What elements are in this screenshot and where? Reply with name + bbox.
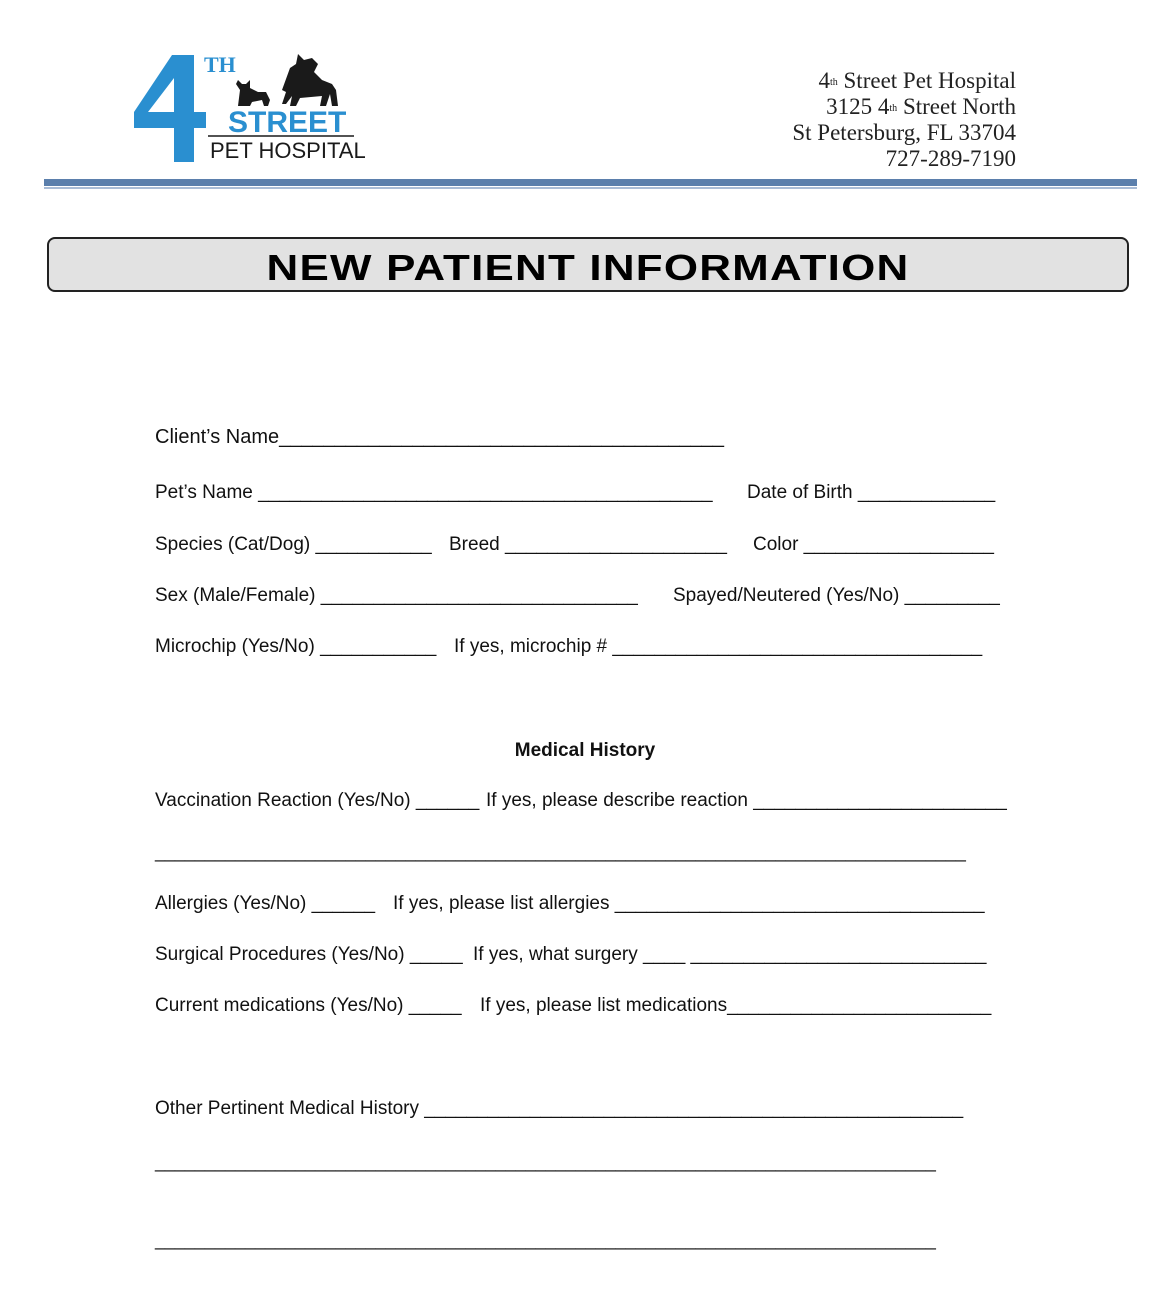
cat-silhouette [236,80,270,106]
vaccination-reaction-field[interactable]: Vaccination Reaction (Yes/No) ______ [155,790,480,811]
color-field[interactable]: Color __________________ [753,534,994,555]
other-medical-history-line-2[interactable]: ______________________________________________________________________________ [155,1152,936,1172]
allergies-field[interactable]: Allergies (Yes/No) ______ [155,893,376,914]
client-name-field[interactable]: Client’s Name________________________________________ [155,426,725,448]
other-medical-history-field[interactable]: Other Pertinent Medical History ___________________________________________________ [155,1098,964,1119]
current-medications-field[interactable]: Current medications (Yes/No) _____ [155,995,462,1016]
vaccination-description-line-2[interactable]: _________________________________________________________________________________ [155,842,966,862]
logo-word-street: STREET [228,106,347,139]
species-field[interactable]: Species (Cat/Dog) ___________ [155,534,432,555]
other-medical-history-line-3[interactable]: ______________________________________________________________________________ [155,1230,936,1250]
date-of-birth-field[interactable]: Date of Birth _____________ [747,482,996,503]
address-line-3: St Petersburg, FL 33704 [792,120,1016,145]
address-line-1: 4th Street Pet Hospital [818,68,1016,93]
surgery-description-field[interactable]: If yes, what surgery ____ ____________________________ [473,944,987,965]
hospital-address [792,68,1016,172]
medications-list-field[interactable]: If yes, please list medications_________________________ [480,995,992,1016]
sex-field[interactable]: Sex (Male/Female) ______________________________ [155,585,638,606]
header-divider [44,179,1137,186]
address-line-2: 3125 4th Street North [826,94,1016,119]
allergies-list-field[interactable]: If yes, please list allergies ___________________________________ [393,893,985,914]
title-banner [47,237,1129,292]
microchip-field[interactable]: Microchip (Yes/No) ___________ [155,636,437,657]
dog-silhouette [282,54,338,106]
page-title: NEW PATIENT INFORMATION [266,247,910,288]
address-line-4: 727-289-7190 [885,146,1016,171]
header-divider-thin [44,187,1137,189]
medical-history-heading: Medical History [514,740,656,761]
logo-numeral-4 [134,55,206,162]
logo-suffix: TH [204,52,236,77]
logo-word-pet-hospital: PET HOSPITAL [210,138,366,163]
microchip-number-field[interactable]: If yes, microchip # ___________________________________ [454,636,983,657]
breed-field[interactable]: Breed _____________________ [449,534,727,555]
spayed-neutered-field[interactable]: Spayed/Neutered (Yes/No) _________ [673,585,1000,606]
hospital-logo [132,50,372,170]
logo-graphic [132,50,372,170]
surgical-procedures-field[interactable]: Surgical Procedures (Yes/No) _____ [155,944,463,965]
vaccination-description-field[interactable]: If yes, please describe reaction ________________________ [486,790,1007,811]
pet-name-field[interactable]: Pet’s Name ___________________________________________ [155,482,713,503]
